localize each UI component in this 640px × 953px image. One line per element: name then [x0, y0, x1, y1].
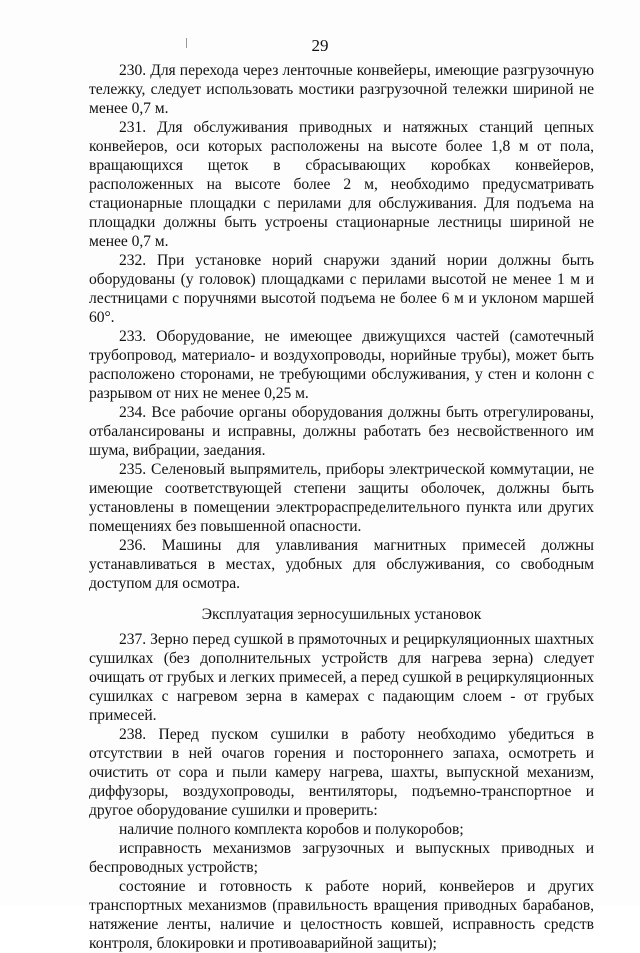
page-number: 29 — [311, 36, 329, 55]
paragraph-237: 237. Зерно перед сушкой в прямоточных и рециркуляционных шахтных сушилках (без дополнительных устройств для нагрева зерна) следует очищать от грубых и легких примесей, а перед сушкой в рециркуляционных сушилках с нагревом зерна в камерах с падающим слоем - от грубых примесей. — [89, 631, 594, 724]
paragraph-238: 238. Перед пуском сушилки в работу необходимо убедиться в отсутствии в ней очагов горения и постороннего запаха, осмотреть и очистить от сора и пыли камеру нагрева, шахты, выпускной механизм, диффузоры, воздухопроводы, вентиляторы, подъемно-транспортное и другое оборудование сушилки и проверить: — [89, 726, 594, 819]
list-item: состояние и готовность к работе норий, конвейеров и других транспортных механизмов (правильность вращения приводных барабанов, натяжение ленты, наличие и целостность ковшей, исправность средств контроля, блокировки и противоаварийной защиты); — [89, 878, 594, 952]
paragraph-230: 230. Для перехода через ленточные конвейеры, имеющие разгрузочную тележку, следует использовать мостики разгрузочной тележки шириной не менее 0,7 м. — [89, 62, 594, 117]
paragraph-235: 235. Селеновый выпрямитель, приборы электрической коммутации, не имеющие соответствующей степени защиты оболочек, должны быть установлены в помещении электрораспределительного пункта или других помещениях без повышенной опасности. — [89, 461, 594, 535]
paragraph-234: 234. Все рабочие органы оборудования должны быть отрегулированы, отбалансированы и исправны, должны работать без несвойственного им шума, вибрации, заедания. — [89, 404, 594, 459]
paragraph-233: 233. Оборудование, не имеющее движущихся частей (самотечный трубопровод, материало- и воздухопроводы, норийные трубы), может быть расположено сторонами, не требующими обслуживания, у стен и колонн с разрывом от них не менее 0,25 м. — [89, 328, 594, 402]
section-heading: Эксплуатация зерносушильных установок — [201, 606, 482, 623]
paragraph-232: 232. При установке норий снаружи зданий нории должны быть оборудованы (у головок) площадками с перилами высотой не менее 1 м и лестницами с поручнями высотой подъема не более 6 м и уклоном маршей 60°. — [89, 252, 594, 326]
list-item: исправность механизмов загрузочных и выпускных приводных и беспроводных устройств; — [89, 840, 594, 876]
paragraph-236: 236. Машины для улавливания магнитных примесей должны устанавливаться в местах, удобных для обслуживания, со свободным доступом для осмотра. — [89, 537, 594, 592]
page-body — [89, 61, 594, 953]
paragraph-231: 231. Для обслуживания приводных и натяжных станций цепных конвейеров, оси которых расположены на высоте более 1,8 м от пола, вращающихся щеток в сбрасывающих коробках конвейеров, расположенных на высоте более 2 м, необходимо предусматривать стационарные площадки с перилами для обслуживания. Для подъема на площадки должны быть устроены стационарные лестницы шириной не менее 0,7 м. — [89, 119, 594, 250]
list-item: наличие полного комплекта коробов и полукоробов; — [119, 821, 464, 838]
